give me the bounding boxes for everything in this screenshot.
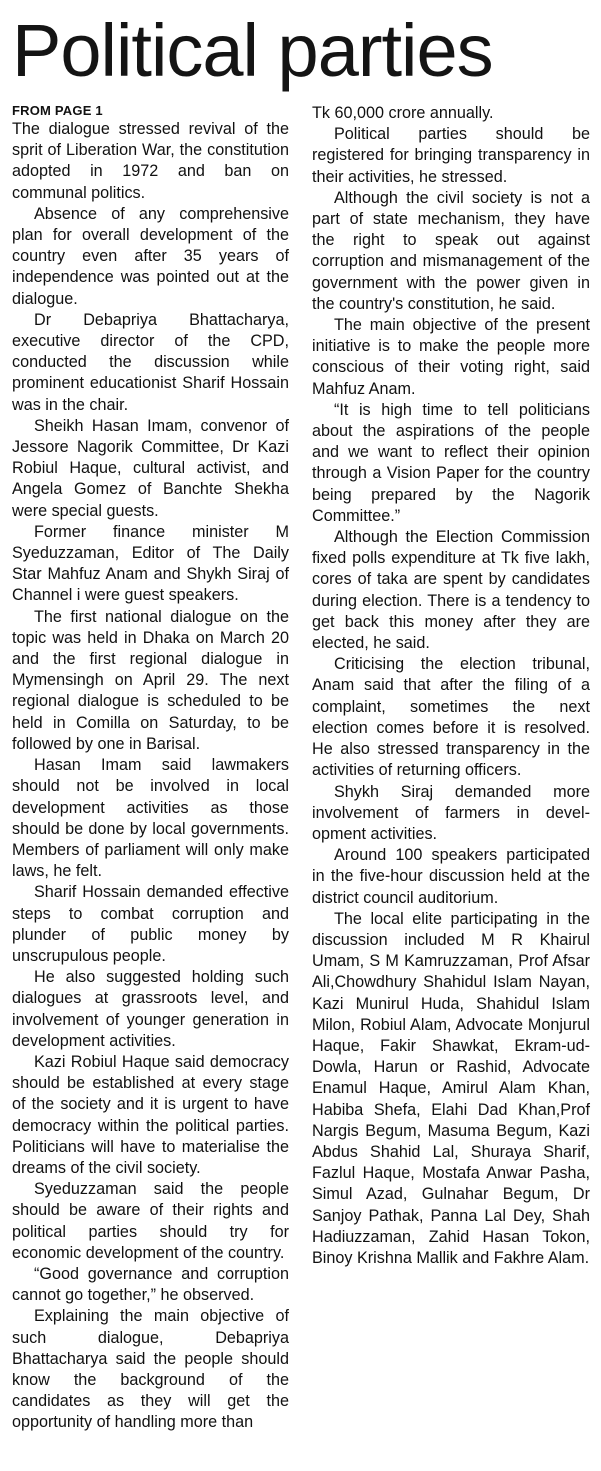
paragraph: The local elite participating in the discussion included M R Khairul Umam, S M Kamruzzaman, Prof Afsar Ali,Chowdhury Shahidul Islam Nayan, Kazi Munirul Huda, Shahidul Islam Milon, Robiul Alam, Advocate Monjurul Haque, Fakir Shawkat, Ekram-ud-Dowla, Harun or Rashid, Advocate Enamul Haque, Amirul Alam Khan, Habiba Shefa, Elahi Dad Khan,Prof Nargis Begum, Masuma Begum, Kazi Abdus Shahid Lal, Shuraya Sharif, Fazlul Haque, Mostafa Anwar Pasha, Simul Azad, Gulnahar Begum, Dr Sanjoy Pathak, Panna Lal Dey, Shah Hadiuzzaman, Zahid Hasan Tokon, Binoy Krishna Mallik and Fakhre Alam. xyxy=(312,909,590,1267)
paragraph: Although the civil society is not a part of state mechanism, they have the right to speak out against corruption and mismanagement of the government with the power given in the country's constitution, he said. xyxy=(312,188,590,313)
paragraph: Tk 60,000 crore annually. xyxy=(312,104,494,122)
article-column-1 xyxy=(12,103,289,1434)
paragraph: Around 100 speakers participated in the five-hour discussion held at the district council auditorium. xyxy=(312,846,590,907)
paragraph: The first national dialogue on the topic was held in Dhaka on March 20 and the first regional dialogue in Mymensingh on April 29. The next regional dialogue is scheduled to be held in Comilla on Saturday, to be followed by one in Barisal. xyxy=(12,607,289,753)
paragraph: Absence of any comprehensive plan for overall development of the country even after 35 years of independence was pointed out at the dialogue. xyxy=(12,204,289,308)
paragraph: Sheikh Hasan Imam, convenor of Jessore Nagorik Committee, Dr Kazi Robiul Haque, cultural activist, and Angela Gomez of Banchte Shekha were special guests. xyxy=(12,416,289,520)
paragraph: “Good governance and corruption cannot go together,” he observed. xyxy=(12,1264,289,1305)
paragraph: Syeduzzaman said the people should be aware of their rights and political parties should try for economic development of the country. xyxy=(12,1180,289,1262)
paragraph: Hasan Imam said lawmakers should not be involved in local development activities as those should be done by local governments. Members of parliament will only make laws, he felt. xyxy=(12,756,289,881)
paragraph: Although the Election Commission fixed polls expenditure at Tk five lakh, cores of taka are spent by candidates during election. There is a tendency to get back this money after they are elected, he said. xyxy=(312,528,590,653)
continuation-kicker: FROM PAGE 1 xyxy=(12,103,103,118)
paragraph: “It is high time to tell politicians about the aspirations of the people and we want to reflect their opinion through a Vision Paper for the country being prepared by the Nagorik Committee.” xyxy=(312,400,590,525)
paragraph: The main objective of the present initiative is to make the people more conscious of their voting right, said Mahfuz Anam. xyxy=(312,316,590,398)
article-column-2 xyxy=(312,103,590,1269)
paragraph: Former finance minister M Syeduzzaman, Editor of The Daily Star Mahfuz Anam and Shykh Siraj of Channel i were guest speakers. xyxy=(12,522,289,605)
paragraph: Dr Debapriya Bhattacharya, executive director of the CPD, conducted the discussion while prominent educationist Sharif Hossain was in the chair. xyxy=(12,310,289,414)
paragraph: Kazi Robiul Haque said democracy should be established at every stage of the society and it is urgent to have democracy within the political parties. Politicians will have to materialise the dreams of the civil society. xyxy=(12,1052,289,1177)
paragraph: Shykh Siraj demanded more involvement of farmers in development activities. xyxy=(312,782,590,843)
paragraph: Sharif Hossain demanded effective steps to combat corruption and plunder of public money by unscrupulous people. xyxy=(12,883,289,965)
paragraph: Criticising the election tribunal, Anam said that after the filing of a complaint, sometimes the next election comes before it is resolved. He also stressed transparency in the activities of returning officers. xyxy=(312,655,590,780)
headline: Political parties xyxy=(12,9,493,92)
paragraph: Explaining the main objective of such dialogue, Debapriya Bhattacharya said the people should know the background of the candidates as they will get the opportunity of handling more than xyxy=(12,1307,289,1432)
paragraph: Political parties should be registered for bringing transparency in their activities, he stressed. xyxy=(312,125,590,186)
paragraph: He also suggested holding such dialogues at grassroots level, and involvement of younger generation in development activities. xyxy=(12,968,289,1050)
paragraph: The dialogue stressed revival of the sprit of Liberation War, the constitution adopted in 1972 and ban on communal politics. xyxy=(12,120,289,202)
